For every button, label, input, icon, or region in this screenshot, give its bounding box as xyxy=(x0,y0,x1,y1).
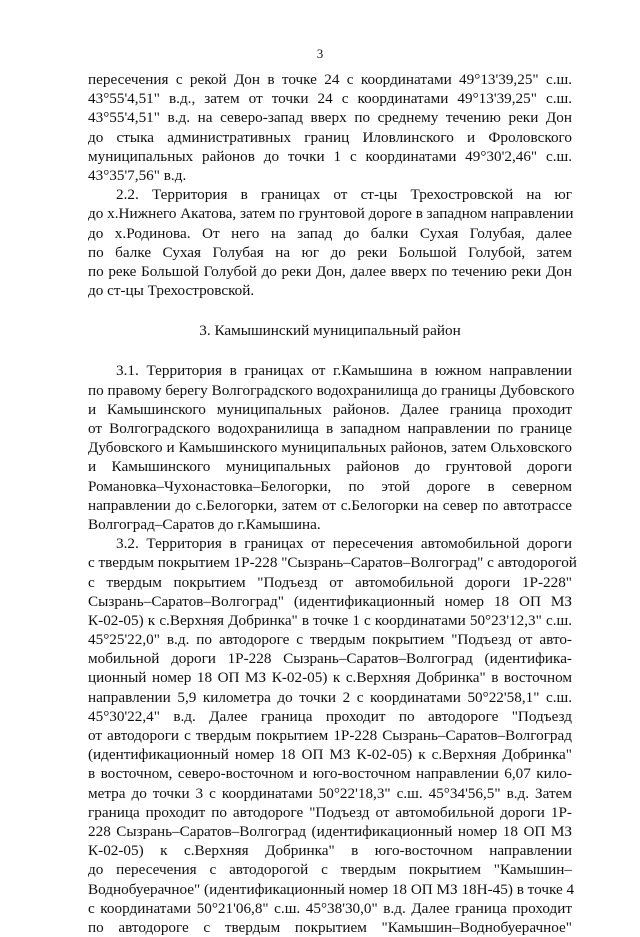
text-line: 2.2. Территория в границах от ст-цы Трехостровской на юг xyxy=(116,186,572,204)
text-line: направлении до с.Белогорки, затем от с.Белогорки на север по автотрассе xyxy=(88,496,572,514)
text-line: до ст-цы Трехостровской. xyxy=(88,282,255,300)
text-line: с твердым покрытием "Подъезд от автомобильной дороги 1Р-228" xyxy=(88,573,572,591)
text-line: ционный номер 18 ОП МЗ К-02-05) к с.Верхняя Добринка" в восточном xyxy=(88,669,572,687)
text-line: 43°55'4,51" в.д., затем от точки 24 с координатами 49°13'39,25" с.ш. xyxy=(88,90,572,108)
text-line: 45°30'22,4" в.д. Далее граница проходит по автодороге "Подъезд xyxy=(88,707,572,725)
text-line: муниципальных районов до точки 1 с координатами 49°30'2,46" с.ш. xyxy=(88,147,572,165)
paragraph xyxy=(88,534,577,937)
text-line: и Камышинского муниципальных районов. Далее граница проходит xyxy=(88,400,572,418)
text-line: по правому берегу Волгоградского водохранилища до границы Дубовского xyxy=(88,381,575,399)
text-line: 43°35'7,56" в.д. xyxy=(88,166,187,184)
text-line: от Волгоградского водохранилища в западном направлении по границе xyxy=(88,420,572,437)
text-line: 3.1. Территория в границах от г.Камышина в южном направлении xyxy=(116,362,572,380)
text-line: от автодороги с твердым покрытием 1Р-228 Сызрань–Саратов–Волгоград xyxy=(88,727,572,744)
paragraph xyxy=(88,70,572,185)
text-line: метра до точки 3 с координатами 50°22'18,3" с.ш. 45°34'56,5" в.д. Затем xyxy=(88,784,572,802)
text-line: граница проходит по автодороге "Подъезд от автомобильной дороги 1Р- xyxy=(88,803,572,821)
text-line: направлении 5,9 километра до точки 2 с координатами 50°22'58,1" с.ш. xyxy=(88,688,572,706)
text-line: Дубовского и Камышинского муниципальных районов, затем Ольховского xyxy=(88,439,572,457)
text-line: до пересечения с автодорогой с твердым покрытием "Камышин– xyxy=(88,861,572,879)
text-line: по автодороге с твердым покрытием "Камышин–Воднобуерачное" xyxy=(88,918,572,936)
text-line: мобильной дороги 1Р-228 Сызрань–Саратов–Волгоград (идентифика- xyxy=(88,650,572,668)
text-line: и Камышинского муниципальных районов до грунтовой дороги xyxy=(88,458,572,476)
text-line: Сызрань–Саратов–Волгоград" (идентификационный номер 18 ОП МЗ xyxy=(88,592,572,610)
text-line: 43°55'4,51" в.д. на северо-запад вверх по среднему течению реки Дон xyxy=(88,109,572,127)
text-line: К-02-05) к с.Верхняя Добринка" в юго-восточном направлении xyxy=(88,842,572,860)
section-heading xyxy=(88,321,572,340)
text-line: 228 Сызрань–Саратов–Волгоград (идентификационный номер 18 ОП МЗ xyxy=(88,822,572,840)
text-line: 3.2. Территория в границах от пересечения автомобильной дороги xyxy=(116,535,572,553)
text-line: до стыка административных границ Иловлинского и Фроловского xyxy=(88,128,572,146)
text-line: с твердым покрытием 1Р-228 "Сызрань–Саратов–Волгоград" с автодорогой xyxy=(88,554,577,572)
text-line: до х.Родинова. От него на запад до балки Сухая Голубая, далее xyxy=(88,224,572,242)
text-line: Романовка–Чухонастовка–Белогорки, по этой дороге в северном xyxy=(88,477,572,495)
text-line: Воднобуерачное" (идентификационный номер 18 ОП МЗ 18Н-45) в точке 4 xyxy=(88,880,575,898)
text-line: пересечения с рекой Дон в точке 24 с координатами 49°13'39,25" с.ш. xyxy=(88,71,572,88)
page-number: 3 xyxy=(316,46,324,61)
text-line: по реке Большой Голубой до реки Дон, далее вверх по течению реки Дон xyxy=(88,262,572,280)
text-line: 45°25'22,0" в.д. по автодороге с твердым покрытием "Подъезд от авто- xyxy=(88,631,572,649)
text-line: до х.Нижнего Акатова, затем по грунтовой дороге в западном направлении xyxy=(88,205,574,223)
text-line: с координатами 50°21'06,8" с.ш. 45°38'30,0" в.д. Далее граница проходит xyxy=(88,899,572,917)
paragraph xyxy=(88,185,572,300)
paragraph xyxy=(88,361,575,534)
text-line: К-02-05) к с.Верхняя Добринка" в точке 1 с координатами 50°23'12,3" с.ш. xyxy=(88,611,572,629)
text-line: по балке Сухая Голубая на юг до реки Большой Голубой, затем xyxy=(88,243,572,261)
text-line: Волгоград–Саратов до г.Камышина. xyxy=(88,515,321,533)
text-line: (идентификационный номер 18 ОП МЗ К-02-05) к с.Верхняя Добринка" xyxy=(88,746,572,764)
heading-text: 3. Камышинский муниципальный район xyxy=(199,322,461,340)
text-line: в восточном, северо-восточном и юго-восточном направлении 6,07 кило- xyxy=(88,765,572,783)
document-body xyxy=(88,70,577,937)
